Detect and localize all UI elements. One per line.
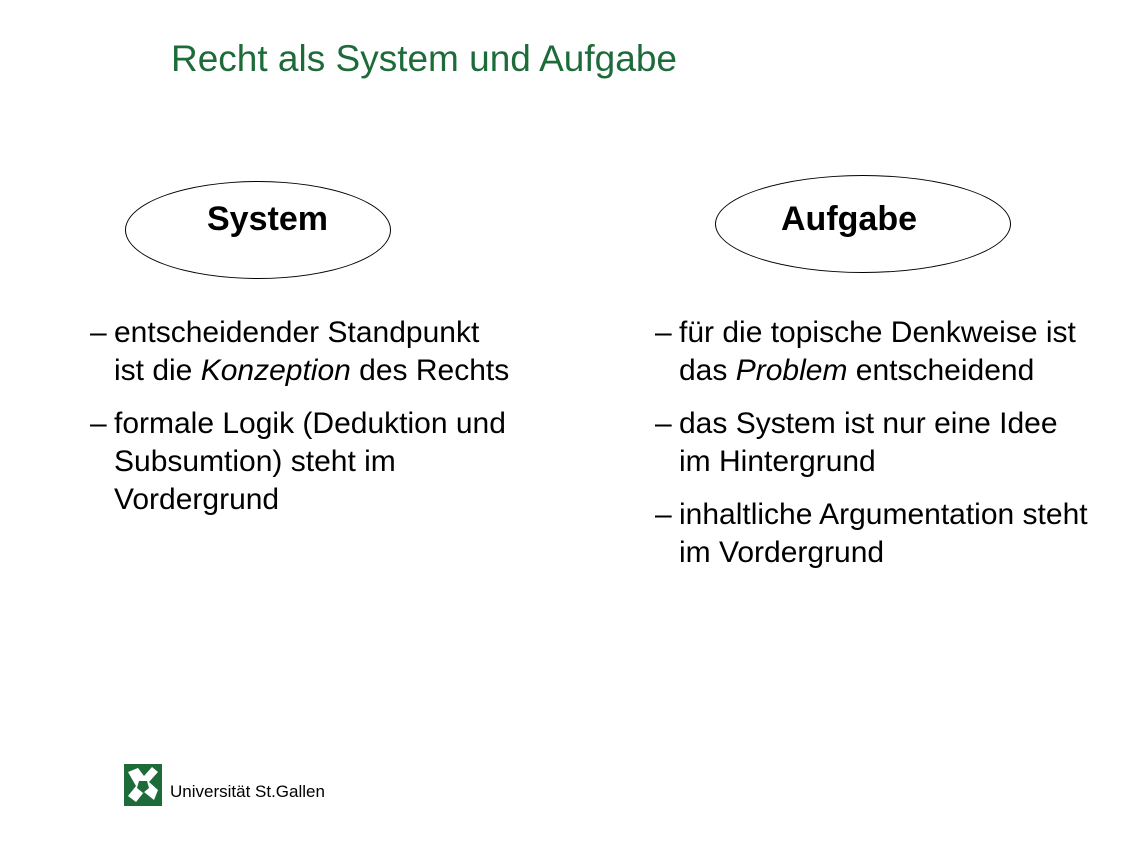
emphasized-term: Konzeption <box>200 354 351 387</box>
aufgabe-heading: Aufgabe <box>781 200 917 238</box>
bullet-item <box>655 314 1095 390</box>
bullet-text-part: entscheidender Standpunkt ist die <box>114 316 480 387</box>
bullet-text <box>679 498 1088 569</box>
bullet-text-part: entscheidend <box>847 354 1035 387</box>
bullet-text <box>114 407 506 516</box>
bullet-text-part: das System ist nur eine Idee im Hintergrund <box>679 407 1058 478</box>
system-heading: System <box>207 200 328 238</box>
bullet-text-part: des Rechts <box>350 354 510 387</box>
bullet-text-part: formale Logik (Deduktion und Subsumtion) steht im Vordergrund <box>114 407 506 516</box>
bullet-text-part: inhaltliche Argumentation steht im Vordergrund <box>679 498 1088 569</box>
bullet-text-part: für die topische Denkweise ist das <box>679 316 1076 387</box>
bullet-dash: – <box>655 498 672 531</box>
university-name: Universität St.Gallen <box>170 782 325 801</box>
bullet-dash: – <box>90 407 107 440</box>
university-logo-icon <box>124 764 162 806</box>
slide-title: Recht als System und Aufgabe <box>171 38 677 79</box>
bullet-item <box>90 314 510 390</box>
bullet-item <box>90 405 510 519</box>
aufgabe-bullet-list <box>655 314 1095 587</box>
bullet-dash: – <box>90 316 107 349</box>
bullet-item <box>655 405 1095 481</box>
bullet-dash: – <box>655 316 672 349</box>
emphasized-term: Problem <box>735 354 848 387</box>
bullet-text <box>679 316 1076 387</box>
bullet-item <box>655 496 1095 572</box>
bullet-text <box>114 316 509 387</box>
system-bullet-list <box>90 314 510 534</box>
university-logo <box>124 764 325 806</box>
bullet-text <box>679 407 1058 478</box>
bullet-dash: – <box>655 407 672 440</box>
